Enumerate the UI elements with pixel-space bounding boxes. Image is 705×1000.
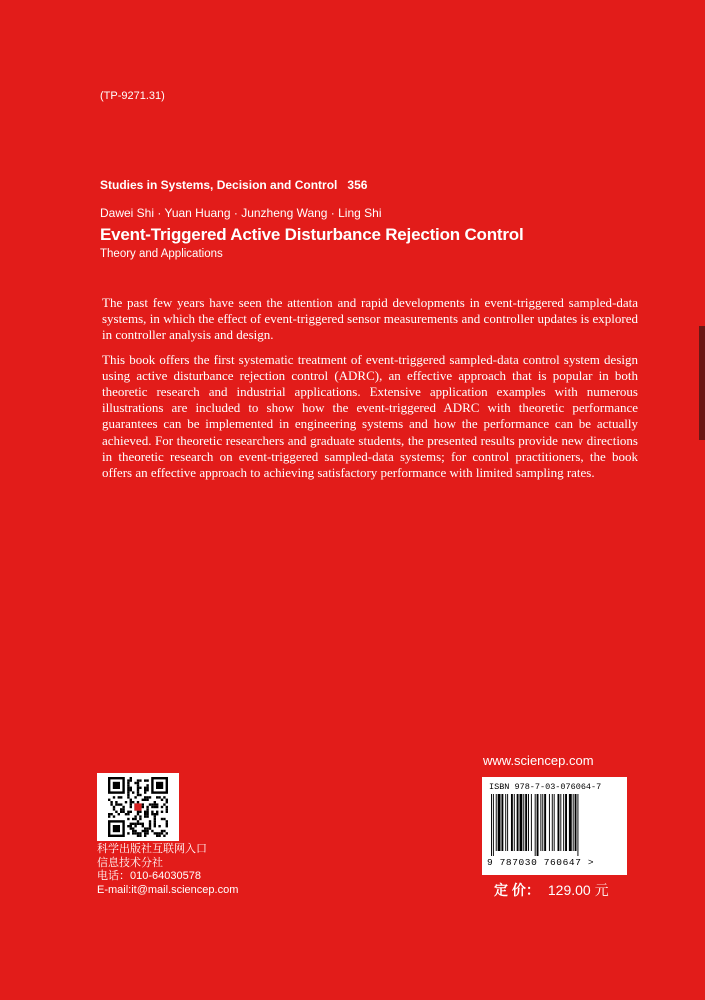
publisher-line-2: 信息技术分社 — [97, 856, 163, 869]
isbn-label: ISBN 978-7-03-076064-7 — [489, 782, 602, 792]
book-subtitle: Theory and Applications — [100, 248, 223, 260]
barcode-icon — [489, 794, 620, 856]
isbn-barcode-box — [482, 777, 627, 875]
website-url[interactable]: www.sciencep.com — [483, 753, 594, 768]
blurb-paragraph-1: The past few years have seen the attention and rapid developments in event-triggered sampled-data systems, in which the effect of event-triggered sensor measurements and controller updates is explored in controller analysis and design. — [102, 295, 638, 343]
isbn-digits: 9 787030 760647 > — [487, 857, 595, 868]
series-line — [100, 178, 367, 192]
price-value: 129.00 元 — [547, 882, 609, 898]
publisher-info — [97, 843, 238, 897]
series-name: Studies in Systems, Decision and Control — [100, 178, 338, 192]
qr-code-icon — [97, 773, 179, 841]
series-number: 356 — [347, 178, 368, 192]
blurb — [102, 295, 638, 489]
authors: Dawei Shi · Yuan Huang · Junzheng Wang · Ling Shi — [100, 206, 382, 220]
publisher-email[interactable]: E-mail:it@mail.sciencep.com — [97, 883, 239, 896]
price — [494, 880, 609, 900]
book-code: (TP-9271.31) — [100, 90, 165, 102]
book-title: Event-Triggered Active Disturbance Rejection Control — [100, 225, 524, 244]
publisher-line-1: 科学出版社互联网入口 — [97, 843, 207, 855]
spine-edge-mark — [699, 326, 705, 440]
price-label: 定 价： — [494, 882, 540, 898]
publisher-phone: 电话：010-64030578 — [97, 870, 201, 882]
blurb-paragraph-2: This book offers the first systematic treatment of event-triggered sampled-data control system design using active disturbance rejection control (ADRC), an effective approach that is popular in both theoretic research and industrial applications. Extensive application examples with numerous illustrations are included to show how the event-triggered ADRC with theoretic performance guarantees can be implemented in engineering systems and how the performance can be actually achieved. For theoretic researchers and graduate students, the presented results provide new directions in theoretic research on event-triggered sampled-data systems; for control practitioners, the book offers an effective approach to achieving satisfactory performance with limited sampling rates. — [102, 351, 638, 481]
